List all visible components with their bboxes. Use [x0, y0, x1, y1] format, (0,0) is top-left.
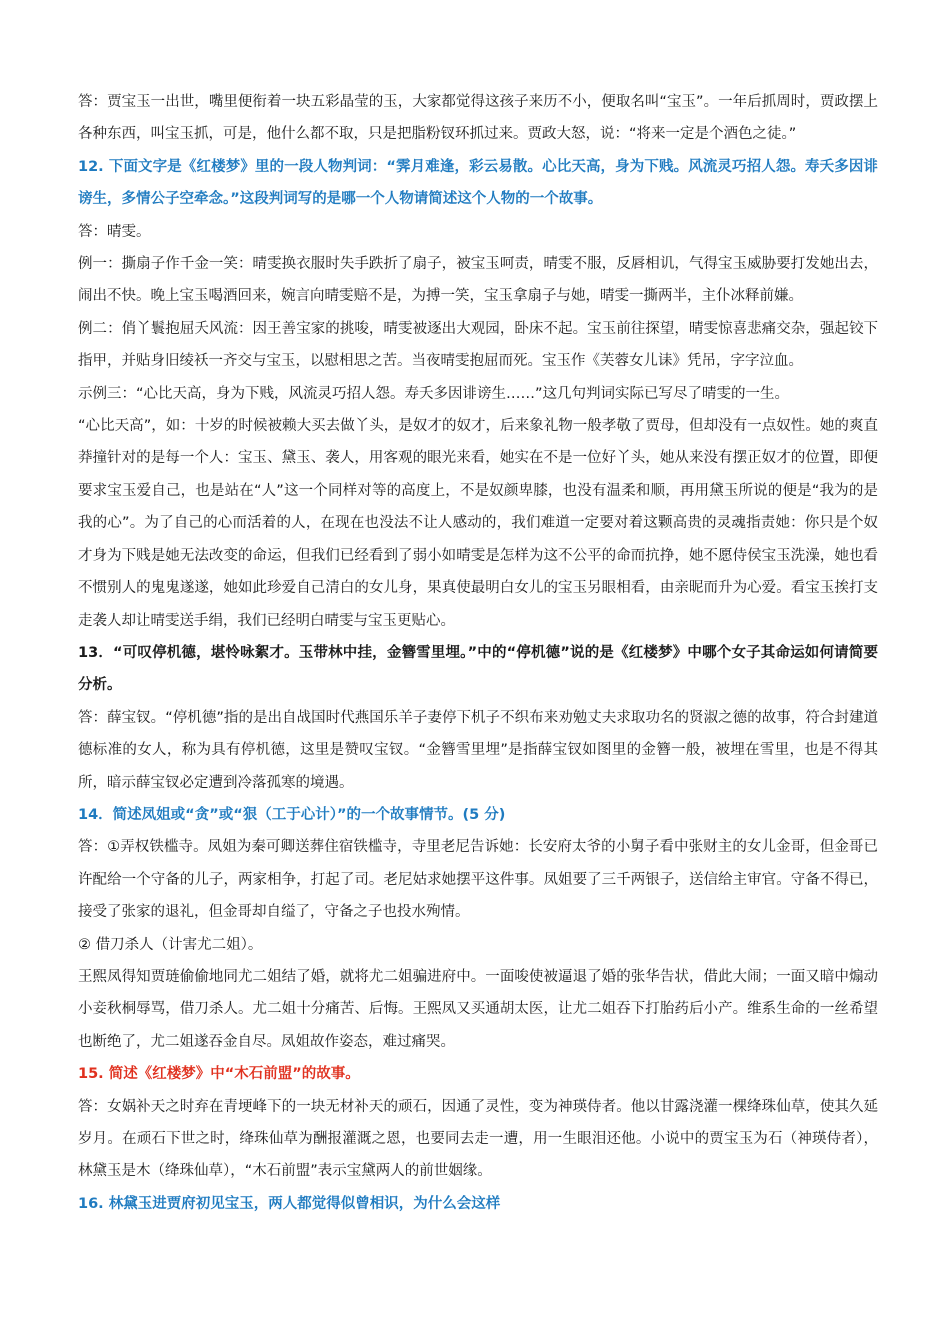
question-16: 16. 林黛玉进贾府初见宝玉，两人都觉得似曾相识，为什么会这样	[78, 1195, 501, 1212]
answer-paragraph: 王熙凤得知贾琏偷偷地同尤二姐结了婚，就将尤二姐骗进府中。一面唆使被逼退了婚的张华告状，借此大闹；一面又暗中煽动小妾秋桐辱骂，借刀杀人。尤二姐十分痛苦、后悔。王熙凤又买通胡太医，让尤二姐吞下打胎药后小产。维系生命的一丝希望也断绝了，尤二姐遂吞金自尽。凤姐故作姿态，难过痛哭。	[78, 968, 878, 1050]
answer-paragraph: 答：贾宝玉一出世，嘴里便衔着一块五彩晶莹的玉，大家都觉得这孩子来历不小，便取名叫“宝玉”。一年后抓周时，贾政摆上各种东西，叫宝玉抓，可是，他什么都不取，只是把脂粉钗环抓过来。贾政大怒，说：“将来一定是个酒色之徒。”	[78, 94, 878, 143]
answer-paragraph: 答：薛宝钗。“停机德”指的是出自战国时代燕国乐羊子妻停下机子不织布来劝勉丈夫求取功名的贤淑之德的故事，符合封建道德标准的女人，称为具有停机德，这里是赞叹宝钗。“金簪雪里埋”是指薛宝钗如图里的金簪一般，被埋在雪里，也是不得其所，暗示薛宝钗必定遭到冷落孤寒的境遇。	[78, 709, 878, 791]
example-paragraph: 示例三：“心比天高，身为下贱，风流灵巧招人怨。寿夭多因诽谤生……”这几句判词实际已写尽了晴雯的一生。	[78, 385, 790, 402]
question-12: 12. 下面文字是《红楼梦》里的一段人物判词：“霁月难逢，彩云易散。心比天高，身为下贱。风流灵巧招人怨。寿夭多因诽谤生，多情公子空牵念。”这段判词写的是哪一个人物请简述这个人物的一个故事。	[78, 158, 878, 208]
question-15: 15. 简述《红楼梦》中“木石前盟”的故事。	[78, 1066, 360, 1083]
answer-paragraph: 答：女娲补天之时弃在青埂峰下的一块无材补天的顽石，因通了灵性，变为神瑛侍者。他以甘露浇灌一棵绛珠仙草，使其久延岁月。在顽石下世之时，绛珠仙草为酬报灌溉之恩，也要同去走一遭，用一生眼泪还他。小说中的贾宝玉为石（神瑛侍者），林黛玉是木（绛珠仙草），“木石前盟”表示宝黛两人的前世姻缘。	[78, 1098, 878, 1180]
answer-paragraph: 答：晴雯。	[78, 223, 151, 240]
question-14: 14．简述凤姐或“贪”或“狠（工于心计）”的一个故事情节。(5 分)	[78, 806, 506, 823]
answer-paragraph: 答：①弄权铁槛寺。凤姐为秦可卿送葬住宿铁槛寺，寺里老尼告诉她：长安府太爷的小舅子看中张财主的女儿金哥，但金哥已许配给一个守备的儿子，两家相争，打起了司。老尼姑求她摆平这件事。凤姐要了三千两银子，送信给主审官。守备不得已，接受了张家的退礼，但金哥却自缢了，守备之子也投水殉情。	[78, 839, 878, 921]
question-13: 13．“可叹停机德，堪怜咏絮才。玉带林中挂，金簪雪里埋。”中的“停机德”说的是《红楼梦》中哪个女子其命运如何请简要分析。	[78, 644, 878, 694]
document-page	[78, 86, 878, 1220]
example-paragraph: 例一：撕扇子作千金一笑：晴雯换衣服时失手跌折了扇子，被宝玉呵责，晴雯不服，反唇相讥，气得宝玉威胁要打发她出去，闹出不快。晚上宝玉喝酒回来，婉言向晴雯赔不是，为搏一笑，宝玉拿扇子与她，晴雯一撕两半，主仆冰释前嫌。	[78, 256, 878, 305]
answer-paragraph: ② 借刀杀人（计害尤二姐）。	[78, 936, 263, 953]
analysis-paragraph: “心比天高”，如：十岁的时候被赖大买去做丫头，是奴才的奴才，后来象礼物一般孝敬了贾母，但却没有一点奴性。她的爽直莽撞针对的是每一个人：宝玉、黛玉、袭人，用客观的眼光来看，她实在不是一位好丫头，她从来没有摆正奴才的位置，即便要求宝玉爱自己，也是站在“人”这一个同样对等的高度上，不是奴颜卑膝，也没有温柔和顺，再用黛玉所说的便是“我为的是我的心”。为了自己的心而活着的人，在现在也没法不让人感动的，我们难道一定要对着这颗高贵的灵魂指责她：你只是个奴才身为下贱是她无法改变的命运，但我们已经看到了弱小如晴雯是怎样为这不公平的命而抗挣，她不愿侍侯宝玉洗澡，她也看不惯别人的鬼鬼遂遂，她如此珍爱自己清白的女儿身，果真使最明白女儿的宝玉另眼相看，由亲昵而升为心爱。看宝玉挨打支走袭人却让晴雯送手绢，我们已经明白晴雯与宝玉更贴心。	[78, 418, 878, 629]
example-paragraph: 例二：俏丫鬟抱屈夭风流：因王善宝家的挑唆，晴雯被逐出大观园，卧床不起。宝玉前往探望，晴雯惊喜悲痛交杂，强起铰下指甲，并贴身旧绫袄一齐交与宝玉，以慰相思之苦。当夜晴雯抱屈而死。宝玉作《芙蓉女儿诔》凭吊，字字泣血。	[78, 320, 878, 370]
